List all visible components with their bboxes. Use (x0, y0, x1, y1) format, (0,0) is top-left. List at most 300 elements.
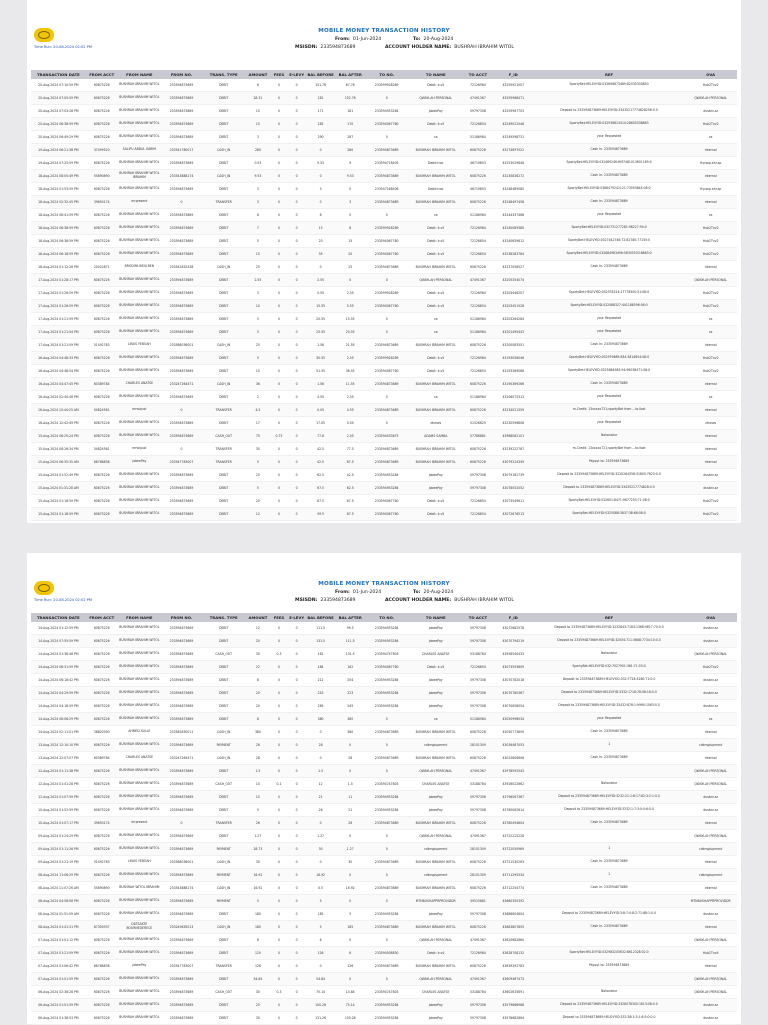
table-cell: DEBIT (202, 417, 245, 430)
table-cell: internal (684, 378, 737, 391)
table-row (31, 443, 737, 456)
table-cell: 43295968471 (493, 92, 534, 105)
table-cell: 15-Aug-2024 01:18:59 PM (31, 495, 86, 508)
table-cell (534, 934, 685, 947)
table-cell: DEBIT (202, 482, 245, 495)
table-row (31, 908, 737, 921)
table-cell: 0 (288, 661, 306, 674)
table-cell: 43050998034 (493, 713, 534, 726)
table-cell: 0.75 (270, 430, 287, 443)
table-cell: 60875226 (86, 973, 118, 986)
table-cell: 10 (245, 778, 270, 791)
table-cell: 15 (306, 222, 336, 235)
table-cell: MTNBUSHAPPRPROVIDDR (408, 895, 463, 908)
table-row (31, 79, 737, 92)
table-cell: 2.05 (335, 430, 365, 443)
table-cell: DEBIT (202, 313, 245, 326)
table-cell: Nakanatur (534, 986, 685, 999)
table-cell: 233594873689 (161, 248, 202, 261)
table-row (31, 131, 737, 144)
table-cell: 233594067780 (365, 661, 408, 674)
table-row (31, 700, 737, 713)
table-cell: 60875226 (86, 674, 118, 687)
table-cell: 0 (288, 674, 306, 687)
table-cell: 43201495443 (493, 326, 534, 339)
table-cell: BUSHRAH IBRAHIM WITOL (118, 352, 161, 365)
table-cell: AHMED SULLE (118, 726, 161, 739)
table-row (31, 791, 737, 804)
table-cell: Hyrsop.ehr.sp (684, 157, 737, 170)
table-cell: 60875226 (86, 79, 118, 92)
table-cell: 10-Aug-2024 01:52:59 PM (31, 804, 86, 817)
table-cell: mrwipuzi (118, 404, 161, 417)
table-cell: 51186984 (463, 209, 493, 222)
table-cell: QWAYLAH PERSONAL (408, 830, 463, 843)
period-to: To: 20-Aug-2024 (413, 590, 454, 595)
table-cell: 233594747803 (365, 986, 408, 999)
table-cell: 0 (288, 92, 306, 105)
table-cell: ca (408, 209, 463, 222)
table-cell: 09-Aug-2024 01:24:29 PM (31, 830, 86, 843)
table-cell: 233594953284 (365, 1012, 408, 1025)
table-cell: 60875226 (463, 726, 493, 739)
table-cell: CASH_IN (202, 752, 245, 765)
table-cell: 43639392783 (493, 960, 534, 973)
table-cell: DEBIT (202, 391, 245, 404)
table-cell: 60875226 (86, 183, 118, 196)
table-cell: BUSHRAH WITOL IBRAHIM (118, 882, 161, 895)
table-cell: BUSHRAH IBRAHIM WITOL (408, 196, 463, 209)
table-cell: 0 (288, 895, 306, 908)
transactions-table-2 (31, 613, 737, 1025)
table-cell: SportyBet:HELEVYID:0325684983:94:96038471:08:0 (534, 365, 685, 378)
table-cell: Cash In: 233594873689 (534, 817, 685, 830)
table-cell: 0 (288, 648, 306, 661)
table-cell: 43796067367 (493, 791, 534, 804)
table-cell: Payout to: 233594873689 (534, 960, 685, 973)
table-cell: 233594873689 (365, 443, 408, 456)
table-cell: 245 (335, 700, 365, 713)
table-cell: 12-Aug-2024 01:41:28 PM (31, 778, 86, 791)
table-cell: 59797308 (463, 469, 493, 482)
table-cell: 243 (306, 687, 336, 700)
table-cell: QWAYLAH PERSONAL (408, 274, 463, 287)
table-cell: 0 (270, 417, 287, 430)
table-cell: 0 (270, 635, 287, 648)
column-header: TRANSACTION DATE (31, 70, 86, 79)
table-cell: jobeePay (408, 999, 463, 1012)
column-header: FROM NO. (161, 70, 202, 79)
table-cell: 47491367 (463, 765, 493, 778)
table-cell: BUSHRAH IBRAHIM WITOL (408, 960, 463, 973)
table-cell: Hub2Tnv2 (684, 235, 737, 248)
table-cell: DEBIT (202, 92, 245, 105)
table-cell: dusbrv.sz (684, 469, 737, 482)
table-cell: BUSHRAH IBRAHIM WITOL (118, 700, 161, 713)
table-cell: BUSHRAH IBRAHIM WITOL (118, 313, 161, 326)
table-cell: 0 (288, 183, 306, 196)
table-cell: SportyBet:HELEVYID:0386479241121:73093844:08:0 (534, 183, 685, 196)
table-cell: 0 (270, 170, 287, 183)
table-cell: 18-Aug-2024 02:32:45 PM (31, 196, 86, 209)
table-cell: 60875226 (463, 456, 493, 469)
table-cell: your Requested (534, 209, 685, 222)
table-cell: 43780062614 (493, 804, 534, 817)
table-cell: DEBIT (202, 274, 245, 287)
table-cell: QWAYLAH PERSONAL (684, 765, 737, 778)
table-cell: 26 (245, 817, 270, 830)
table-row (31, 235, 737, 248)
table-cell: 0 (306, 856, 336, 869)
table-cell: 0 (270, 235, 287, 248)
table-cell: 08-Aug-2024 01:41:31 PM (31, 921, 86, 934)
table-cell: ztnews (408, 417, 463, 430)
table-cell: 60875226 (86, 700, 118, 713)
table-cell: BUSHRAH IBRAHIM WITOL (118, 469, 161, 482)
table-cell: 60875226 (86, 739, 118, 752)
table-cell: jobeePay (408, 635, 463, 648)
column-header: TO NO. (365, 70, 408, 79)
table-cell: 5 (245, 352, 270, 365)
table-cell: 20 (245, 469, 270, 482)
table-cell: 233582830011 (161, 726, 202, 739)
table-row (31, 105, 737, 118)
account-holder: ACCOUNT HOLDER NAME: BUSHRAH IBRAHIM WITOL (385, 45, 514, 50)
table-cell: 43248489085 (493, 183, 534, 196)
table-cell: 0 (365, 934, 408, 947)
table-cell: 39515881 (463, 895, 493, 908)
table-cell: 07-Aug-2024 01:01:12 PM (31, 934, 86, 947)
table-cell: dusbrv.sz (684, 791, 737, 804)
table-cell: 14-Aug-2024 07:55:59 PM (31, 635, 86, 648)
table-cell: MTNBUSHAPPRPROVIDDR (684, 895, 737, 908)
table-cell: 7 (245, 222, 270, 235)
table-cell: 20-Aug-2024 06:49:29 PM (31, 131, 86, 144)
table-cell: 42.5 (306, 443, 336, 456)
table-cell: 0 (270, 947, 287, 960)
table-cell: 6 (306, 934, 336, 947)
msisdn: MSISDN: 233594873689 (295, 598, 356, 603)
table-cell: 0 (270, 508, 287, 521)
table-cell: 233594067780 (365, 495, 408, 508)
table-cell: 0 (288, 196, 306, 209)
table-cell: 233543888174 (161, 882, 202, 895)
table-cell: jobeePay (408, 791, 463, 804)
table-cell: 21.55 (335, 339, 365, 352)
table-cell: BUSHRAH IBRAHIM WITOL (118, 1012, 161, 1025)
table-cell: 43070658054 (493, 700, 534, 713)
table-cell: 233594873689 (161, 118, 202, 131)
table-row (31, 92, 737, 105)
table-cell: 15-Aug-2024 01:52:49 PM (31, 469, 86, 482)
table-cell: 233594067780 (365, 118, 408, 131)
table-cell: 233594873689 (161, 417, 202, 430)
table-cell: 28.73 (245, 843, 270, 856)
table-cell: jobeePay (408, 687, 463, 700)
table-cell: 0 (270, 1012, 287, 1025)
table-cell: 55890890 (86, 882, 118, 895)
table-cell: BUSHRAH IBRAHIM WITOL (118, 947, 161, 960)
table-cell: 43070780367 (493, 687, 534, 700)
table-cell: BUSHRAH IBRAHIM WITOL (118, 287, 161, 300)
table-cell: 60875226 (86, 274, 118, 287)
table-cell: 0 (288, 700, 306, 713)
table-cell: Cash In: 233594873689 (534, 378, 685, 391)
table-cell: 43620682860 (493, 934, 534, 947)
table-cell: Cash In: 233594873689 (534, 170, 685, 183)
table-cell: Deposit to 233594873689:HELEVYID:3332:1:7:3:0:0:6:0.0 (534, 804, 685, 817)
table-cell: internal (684, 856, 737, 869)
table-cell: CASH_IN (202, 261, 245, 274)
table-cell: 18-Aug-2024 01:12:26 PM (31, 261, 86, 274)
table-cell: 0 (270, 131, 287, 144)
table-cell: BUSHRAH IBRAHIM WITOL (408, 456, 463, 469)
table-row (31, 313, 737, 326)
table-cell: 9.53 (335, 170, 365, 183)
table-cell: 72126984 (463, 352, 493, 365)
table-cell: 1.27 (306, 830, 336, 843)
table-cell: 16.92 (245, 882, 270, 895)
table-cell: 0 (288, 622, 306, 635)
table-cell: Deposit to 233594873689:HELEVYID:332:7728:3280:71:0.0 (534, 674, 685, 687)
table-cell: 233594953284 (365, 999, 408, 1012)
table-cell: 233594873689 (161, 365, 202, 378)
table-cell: 233594953284 (365, 791, 408, 804)
table-cell: LINUS YEBOAH (118, 339, 161, 352)
table-cell: DEBIT (202, 352, 245, 365)
table-cell: 0 (306, 752, 336, 765)
table-cell: 0 (288, 144, 306, 157)
table-cell: 233599928289 (365, 79, 408, 92)
table-cell: 75 (245, 430, 270, 443)
table-cell: 0 (306, 817, 336, 830)
table-cell: BUSHRAH IBRAHIM WITOL (118, 986, 161, 999)
table-cell: 0 (288, 791, 306, 804)
table-cell: 233594953284 (365, 635, 408, 648)
table-cell: 0 (365, 313, 408, 326)
table-row (31, 274, 737, 287)
table-cell: 233599928289 (365, 222, 408, 235)
table-cell: Debit: Ir.v5 (408, 495, 463, 508)
table-row (31, 817, 737, 830)
table-cell: 60875226 (86, 830, 118, 843)
table-cell: 0 (306, 726, 336, 739)
column-header: TRANS. TYPE (202, 613, 245, 622)
table-cell: 233588036001 (161, 856, 202, 869)
table-cell: 57786881 (463, 430, 493, 443)
table-cell: 20 (245, 635, 270, 648)
table-cell: 0 (288, 300, 306, 313)
table-cell: 233594873689 (161, 300, 202, 313)
table-cell: 12 (306, 778, 336, 791)
table-cell: 0 (335, 934, 365, 947)
table-cell: Cash In: 233594873689 (534, 196, 685, 209)
table-cell: 60875226 (86, 687, 118, 700)
table-cell: dusbrv.sz (684, 700, 737, 713)
table-cell: 0 (288, 404, 306, 417)
table-cell: dusbrv.sz (684, 687, 737, 700)
table-cell: Hub2Tnv4 (684, 947, 737, 960)
table-cell: Cash In: 233594873689 (534, 752, 685, 765)
table-cell: 07-Aug-2024 01:01:59 PM (31, 973, 86, 986)
column-header: AMOUNT (245, 613, 270, 622)
table-cell: internal (684, 196, 737, 209)
table-cell: 233599928289 (365, 287, 408, 300)
table-cell: 25 (335, 261, 365, 274)
column-header: REF (534, 613, 685, 622)
table-cell: BUSHRAH IBRAHIM WITOL (118, 105, 161, 118)
table-cell: 47491367 (463, 92, 493, 105)
table-cell: 0 (288, 986, 306, 999)
table-cell: 25 (245, 999, 270, 1012)
table-cell: ca (408, 326, 463, 339)
table-cell: 14-Aug-2024 04:29:59 PM (31, 687, 86, 700)
table-row (31, 417, 737, 430)
table-cell: 0 (270, 622, 287, 635)
table-cell: Debit: Ir.v5 (408, 352, 463, 365)
table-cell: 60875226 (463, 404, 493, 417)
table-cell: Deposit to 233594873689:HELEVYID:33435217774828256:0.0 (534, 105, 685, 118)
table-cell: 233594873689 (365, 404, 408, 417)
table-cell: 10 (245, 791, 270, 804)
column-header: AMOUNT (245, 70, 270, 79)
table-cell: internal (684, 456, 737, 469)
table-cell: 1.27 (245, 830, 270, 843)
table-cell: 152.76 (335, 92, 365, 105)
table-cell: 0 (270, 339, 287, 352)
table-cell: 35 (245, 443, 270, 456)
table-cell: 2.55 (335, 391, 365, 404)
table-cell (534, 274, 685, 287)
table-cell: 60875226 (463, 856, 493, 869)
table-cell: 60875226 (86, 661, 118, 674)
table-cell: DEBIT (202, 495, 245, 508)
table-cell: 43244337468 (493, 209, 534, 222)
table-cell: 60875226 (463, 882, 493, 895)
table-cell: 26 (335, 817, 365, 830)
table-cell: 72126854 (463, 365, 493, 378)
table-cell: 43073593809 (493, 661, 534, 674)
table-cell: 1.27 (335, 843, 365, 856)
table-cell: dusbrv.sz (684, 622, 737, 635)
table-row (31, 843, 737, 856)
table-cell: 59797308 (463, 674, 493, 687)
table-cell: 60875226 (86, 235, 118, 248)
table-cell: DEBIT (202, 687, 245, 700)
table-cell: 233594008830 (365, 947, 408, 960)
table-cell: DEBIT (202, 365, 245, 378)
table-cell: 233594873689 (161, 713, 202, 726)
table-cell: 21 (306, 791, 336, 804)
table-cell: DEBIT (202, 287, 245, 300)
table-cell: 233594873689 (161, 700, 202, 713)
table-cell: 43253029846 (493, 157, 534, 170)
table-cell: 0 (288, 118, 306, 131)
table-cell: 60875226 (463, 144, 493, 157)
table-cell: SportyBet:HELEVYID:032696873489:82035300850 (534, 79, 685, 92)
table-cell: 20.55 (306, 313, 336, 326)
table-cell: PAYMENT (202, 739, 245, 752)
table-cell: Hub2Tnv2 (684, 365, 737, 378)
table-cell: 5.55 (335, 300, 365, 313)
table-row (31, 674, 737, 687)
table-cell: BUSHRAH IBRAHIM WITOL (118, 365, 161, 378)
table-cell: DEBIT (202, 300, 245, 313)
table-row (31, 469, 737, 482)
table-cell: 43050773609 (493, 726, 534, 739)
table-cell: jobeePay (408, 105, 463, 118)
table-row (31, 495, 737, 508)
table-cell: 18-Aug-2024 06:38:59 PM (31, 235, 86, 248)
table-cell: 5 (245, 326, 270, 339)
table-cell: 0 (288, 131, 306, 144)
table-cell: BUSHRAH IBRAHIM WITOL (408, 170, 463, 183)
table-cell: 233594873689 (161, 287, 202, 300)
table-cell: 20-Aug-2024 07:03:28 PM (31, 105, 86, 118)
table-cell: 0 (335, 869, 365, 882)
table-cell: 120 (245, 947, 270, 960)
table-cell: 20022871 (86, 261, 118, 274)
table-cell: dusbrv.sz (684, 804, 737, 817)
table-cell: 43079224349 (493, 456, 534, 469)
table-cell: PAYMENT (202, 895, 245, 908)
table-cell: 19-Aug-2024 06:21:38 PM (31, 144, 86, 157)
table-cell: SportyBet:HELEVYID:0327442746:72:82780:77150:0 (534, 235, 685, 248)
table-cell: 55890890 (86, 170, 118, 183)
table-row (31, 300, 737, 313)
table-cell: 233594873689 (161, 830, 202, 843)
table-row (31, 739, 737, 752)
table-cell: 0 (270, 999, 287, 1012)
table-cell: 28 (245, 739, 270, 752)
table-cell: 233594067780 (365, 365, 408, 378)
table-cell: 233594873689 (161, 235, 202, 248)
table-cell: 60875226 (86, 635, 118, 648)
table-cell: 43070794219 (493, 635, 534, 648)
table-cell: BUSHRAH IBRAHIM WITOL (118, 157, 161, 170)
table-cell: 28.31 (245, 92, 270, 105)
table-cell: 60875226 (86, 287, 118, 300)
table-cell: 0 (288, 882, 306, 895)
table-cell: 0 (270, 79, 287, 92)
table-cell: 0 (288, 417, 306, 430)
table-cell: CHARLES ANATSE (118, 752, 161, 765)
table-cell: 0 (161, 196, 202, 209)
table-cell: BUSHRAH IBRAHIM WITOL (408, 921, 463, 934)
table-cell: SportyBet:HELEVYID:032979889:834:3814654:08:0 (534, 352, 685, 365)
table-cell: BUSHRAH IBRAHIM WITOL (408, 261, 463, 274)
table-cell: 0 (335, 973, 365, 986)
table-cell: 233594873689 (161, 157, 202, 170)
table-cell: SportyBet:HELEVYID:032684983496:58305533:8863:0 (534, 248, 685, 261)
table-cell: 0 (270, 105, 287, 118)
table-cell: 5 (245, 235, 270, 248)
table-cell: Deposit to 233594873689:HELEVYID:3328078300:1613:08:0.0 (534, 999, 685, 1012)
table-cell: 233594033875 (365, 430, 408, 443)
table-cell: 0 (288, 495, 306, 508)
table-cell: Debit:trac (408, 157, 463, 170)
table-cell: DEBIT (202, 804, 245, 817)
table-cell: 60875226 (463, 261, 493, 274)
table-cell: 16.92 (306, 869, 336, 882)
table-row (31, 973, 737, 986)
table-cell: 0 (270, 300, 287, 313)
table-cell: 54.84 (306, 973, 336, 986)
table-cell: 21 (335, 804, 365, 817)
table-cell: DEBIT (202, 713, 245, 726)
table-cell: 53188784 (463, 986, 493, 999)
table-cell: 43986082101 (493, 430, 534, 443)
